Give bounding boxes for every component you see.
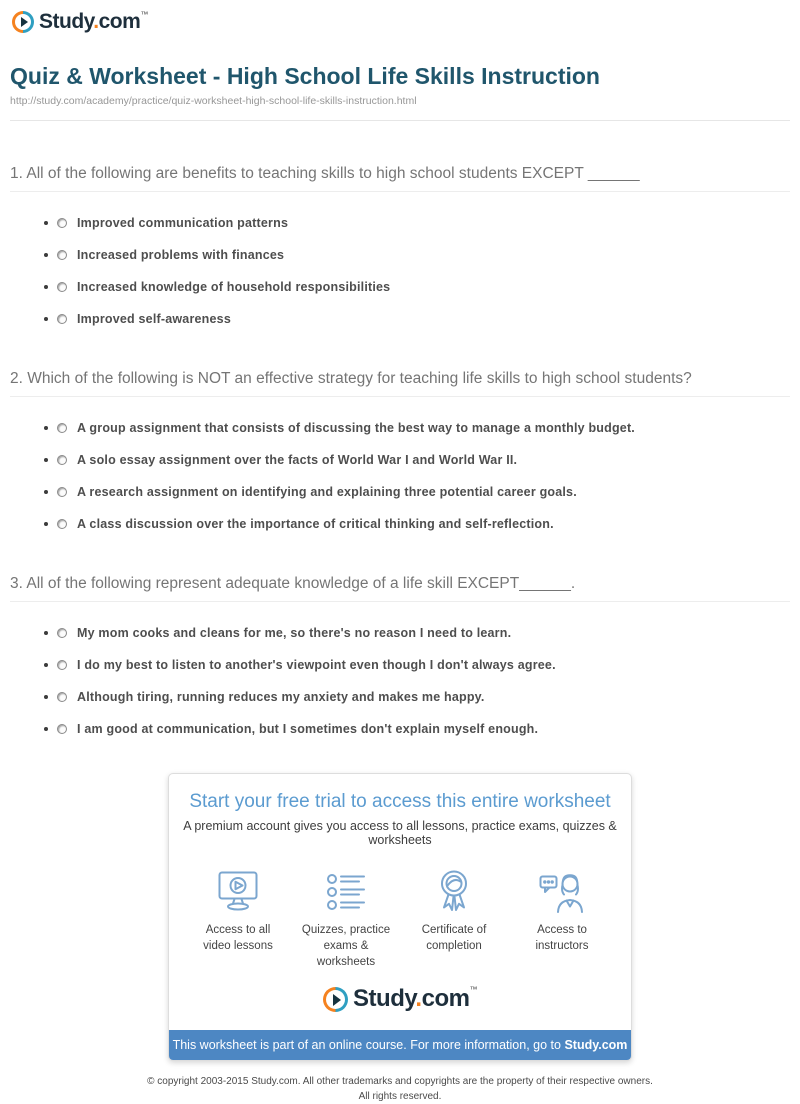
answer-option[interactable] xyxy=(44,485,790,499)
question-text: 3. All of the following represent adequate knowledge of a life skill EXCEPT______. xyxy=(10,575,790,602)
answer-option[interactable] xyxy=(44,626,790,640)
answer-label: A research assignment on identifying and explaining three potential career goals. xyxy=(77,485,577,499)
bullet-dot xyxy=(44,695,48,699)
answer-label: Improved self-awareness xyxy=(77,312,231,326)
answer-option[interactable] xyxy=(44,453,790,467)
bullet-dot xyxy=(44,490,48,494)
question-text: 1. All of the following are benefits to teaching skills to high school students EXCEPT ______ xyxy=(10,165,790,192)
studycom-logo-text: Study.com™ xyxy=(353,985,477,1013)
feature-label: Access to all video lessons xyxy=(203,924,273,953)
feature-label: Certificate of completion xyxy=(421,924,487,953)
answer-option[interactable] xyxy=(44,722,790,736)
answer-label: Increased knowledge of household responsibilities xyxy=(77,280,391,294)
answer-option[interactable] xyxy=(44,517,790,531)
answer-label: Improved communication patterns xyxy=(77,216,289,230)
answer-option[interactable] xyxy=(44,280,790,294)
feature-label: Access to instructors xyxy=(535,924,589,953)
radio-button[interactable] xyxy=(57,314,67,324)
feature-quizzes-worksheets xyxy=(293,867,399,970)
trademark-mark: ™ xyxy=(140,10,148,19)
free-trial-promo-card xyxy=(168,773,632,1061)
answer-option[interactable] xyxy=(44,690,790,704)
radio-button[interactable] xyxy=(57,519,67,529)
bullet-dot xyxy=(44,285,48,289)
answer-label: A group assignment that consists of discussing the best way to manage a monthly budget. xyxy=(77,421,635,435)
studycom-logo[interactable] xyxy=(12,10,148,34)
answer-option[interactable] xyxy=(44,312,790,326)
promo-subheading: A premium account gives you access to all lessons, practice exams, quizzes & worksheets xyxy=(183,819,617,847)
radio-button[interactable] xyxy=(57,487,67,497)
feature-instructors xyxy=(509,867,615,970)
bullet-dot xyxy=(44,522,48,526)
radio-button[interactable] xyxy=(57,423,67,433)
promo-studycom-logo[interactable] xyxy=(169,985,631,1017)
answer-label: My mom cooks and cleans for me, so there's no reason I need to learn. xyxy=(77,626,512,640)
answer-label: I am good at communication, but I sometimes don't explain myself enough. xyxy=(77,722,539,736)
question-text: 2. Which of the following is NOT an effective strategy for teaching life skills to high school students? xyxy=(10,370,790,397)
answer-option[interactable] xyxy=(44,216,790,230)
studycom-play-icon xyxy=(323,987,348,1012)
certificate-icon xyxy=(401,867,507,913)
question-3 xyxy=(10,575,790,736)
studycom-logo-text: Study.com™ xyxy=(39,10,148,33)
instructors-icon xyxy=(509,867,615,913)
bullet-dot xyxy=(44,253,48,257)
bullet-dot xyxy=(44,663,48,667)
radio-button[interactable] xyxy=(57,660,67,670)
answer-label: A solo essay assignment over the facts of World War I and World War II. xyxy=(77,453,518,467)
promo-heading: Start your free trial to access this entire worksheet xyxy=(189,791,611,812)
quizzes-worksheets-icon xyxy=(293,867,399,913)
copyright-notice: © copyright 2003-2015 Study.com. All other trademarks and copyrights are the property of their respective owners. All rights reserved. xyxy=(147,1075,653,1102)
bullet-dot xyxy=(44,458,48,462)
answer-label: I do my best to listen to another's viewpoint even though I don't always agree. xyxy=(77,658,556,672)
bullet-dot xyxy=(44,727,48,731)
page-url: http://study.com/academy/practice/quiz-worksheet-high-school-life-skills-instruction.html xyxy=(10,95,417,107)
radio-button[interactable] xyxy=(57,692,67,702)
answer-option[interactable] xyxy=(44,248,790,262)
studycom-play-icon xyxy=(12,11,34,33)
answer-label: Although tiring, running reduces my anxiety and makes me happy. xyxy=(77,690,485,704)
bullet-dot xyxy=(44,221,48,225)
banner-studycom-link[interactable]: Study.com xyxy=(564,1037,628,1052)
radio-button[interactable] xyxy=(57,250,67,260)
answer-label: Increased problems with finances xyxy=(77,248,285,262)
answer-label: A class discussion over the importance of critical thinking and self-reflection. xyxy=(77,517,554,531)
bullet-dot xyxy=(44,631,48,635)
page-header xyxy=(0,0,800,38)
banner-text: This worksheet is part of an online course. For more information, go to xyxy=(172,1037,565,1052)
feature-label: Quizzes, practice exams & worksheets xyxy=(301,924,391,969)
answer-options xyxy=(44,216,790,326)
feature-certificate xyxy=(401,867,507,970)
feature-list xyxy=(169,867,631,970)
question-2 xyxy=(10,370,790,531)
feature-video-lessons xyxy=(185,867,291,970)
bullet-dot xyxy=(44,426,48,430)
answer-option[interactable] xyxy=(44,658,790,672)
divider xyxy=(10,120,790,121)
radio-button[interactable] xyxy=(57,628,67,638)
radio-button[interactable] xyxy=(57,218,67,228)
radio-button[interactable] xyxy=(57,455,67,465)
answer-options xyxy=(44,626,790,736)
video-lessons-icon xyxy=(185,867,291,913)
radio-button[interactable] xyxy=(57,282,67,292)
answer-options xyxy=(44,421,790,531)
course-banner xyxy=(169,1030,631,1060)
answer-option[interactable] xyxy=(44,421,790,435)
worksheet-content xyxy=(10,63,790,736)
bullet-dot xyxy=(44,317,48,321)
radio-button[interactable] xyxy=(57,724,67,734)
question-1 xyxy=(10,165,790,326)
trademark-mark: ™ xyxy=(469,985,477,995)
page-title: Quiz & Worksheet - High School Life Skills Instruction xyxy=(10,63,600,89)
